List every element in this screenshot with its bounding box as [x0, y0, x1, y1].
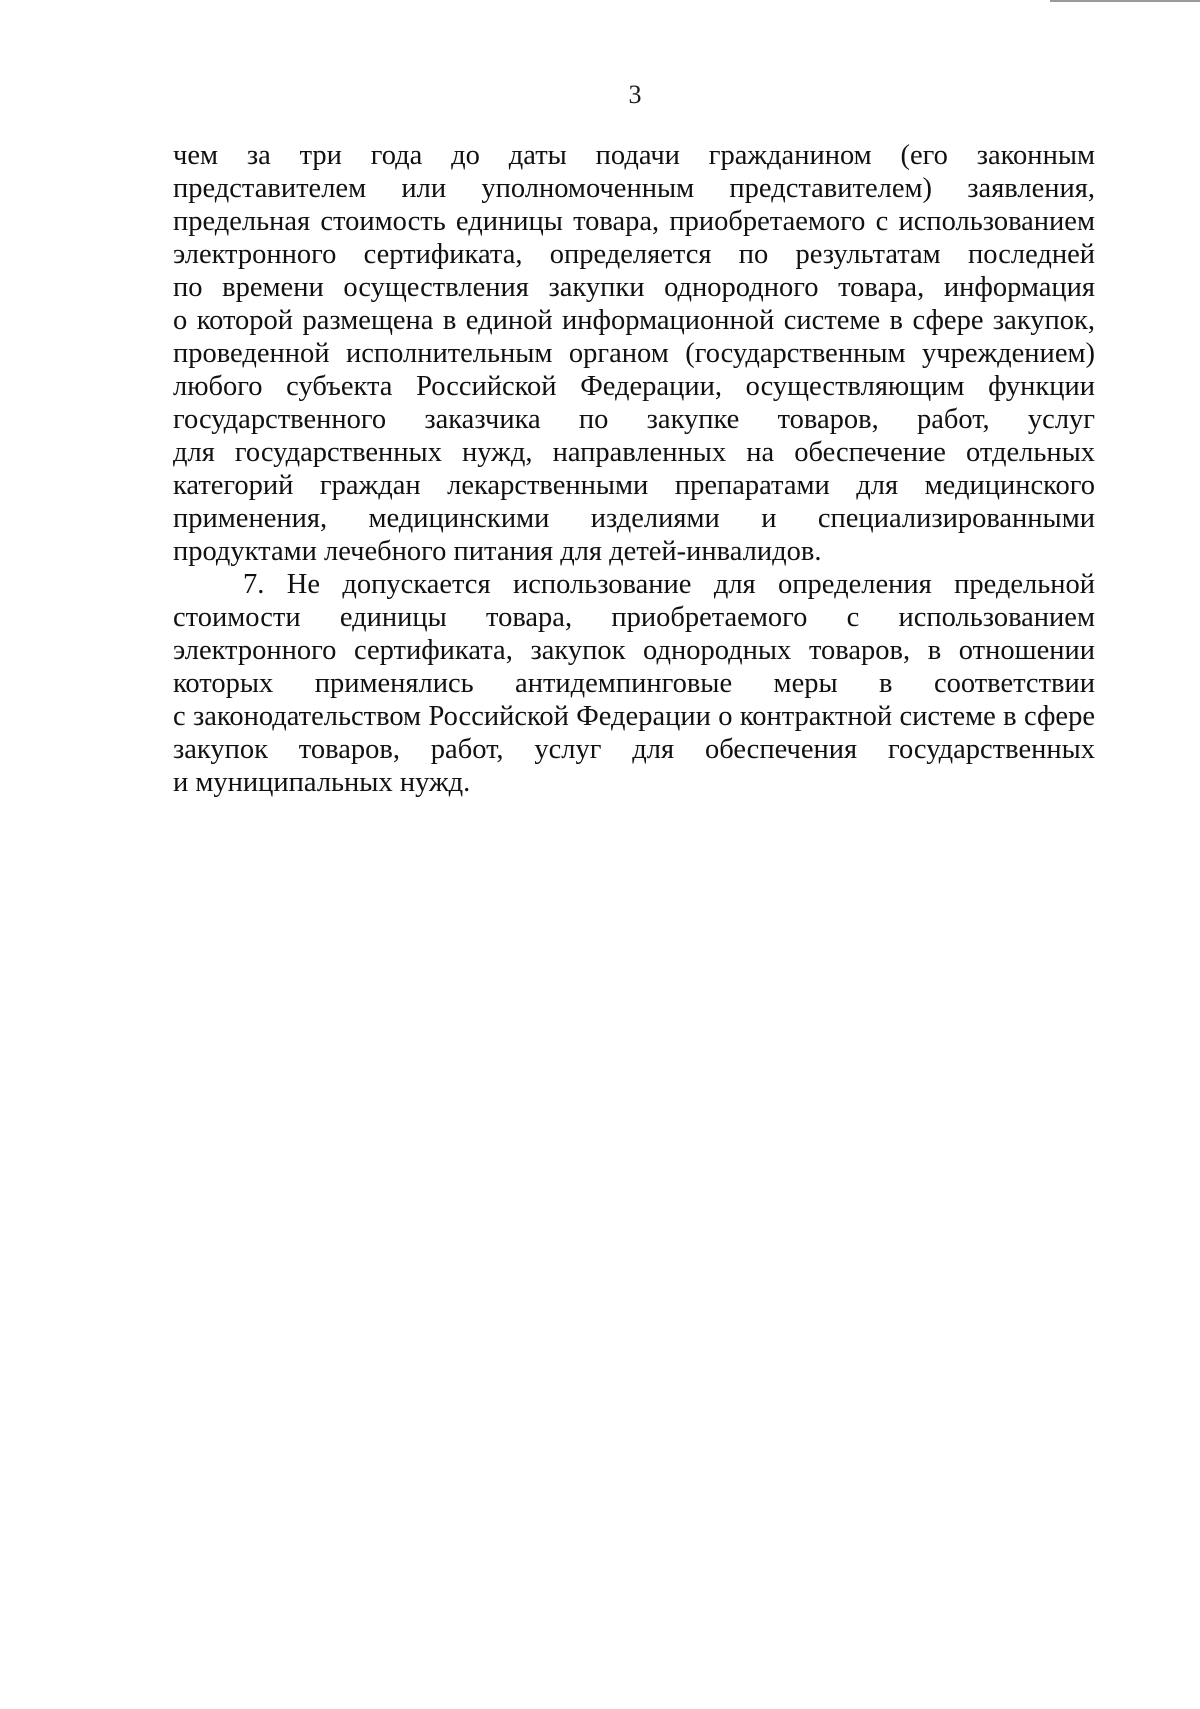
page-number: 3: [628, 80, 642, 109]
document-body: [173, 139, 1095, 799]
text-line: чем за три года до даты подачи гражданином (его законным: [173, 140, 1095, 171]
text-line: любого субъекта Российской Федерации, осуществляющим функции: [173, 371, 1095, 402]
text-line: с законодательством Российской Федерации о контрактной системе в сфере: [173, 701, 1095, 732]
text-line: стоимости единицы товара, приобретаемого с использованием: [173, 602, 1095, 633]
text-line: электронного сертификата, закупок однородных товаров, в отношении: [173, 635, 1095, 666]
text-line: которых применялись антидемпинговые меры в соответствии: [173, 668, 1095, 699]
text-line: предельная стоимость единицы товара, приобретаемого с использованием: [173, 206, 1095, 237]
text-line: и муниципальных нужд.: [173, 767, 471, 798]
text-line: электронного сертификата, определяется по результатам последней: [173, 239, 1095, 270]
text-line: закупок товаров, работ, услуг для обеспечения государственных: [173, 734, 1095, 765]
text-line: продуктами лечебного питания для детей-инвалидов.: [173, 536, 822, 567]
text-line: о которой размещена в единой информационной системе в сфере закупок,: [173, 305, 1095, 336]
text-line: 7. Не допускается использование для определения предельной: [243, 569, 1095, 600]
text-line: по времени осуществления закупки однородного товара, информация: [173, 272, 1095, 303]
text-line: государственного заказчика по закупке товаров, работ, услуг: [173, 404, 1095, 435]
scan-edge-line: [1050, 0, 1200, 2]
text-line: применения, медицинскими изделиями и специализированными: [173, 503, 1095, 534]
text-line: категорий граждан лекарственными препаратами для медицинского: [173, 470, 1095, 501]
text-line: для государственных нужд, направленных на обеспечение отдельных: [173, 437, 1095, 468]
paragraph-continuation: [173, 139, 1095, 568]
paragraph-item-7: [173, 568, 1095, 799]
text-line: представителем или уполномоченным представителем) заявления,: [173, 173, 1095, 204]
text-line: проведенной исполнительным органом (государственным учреждением): [173, 338, 1095, 369]
